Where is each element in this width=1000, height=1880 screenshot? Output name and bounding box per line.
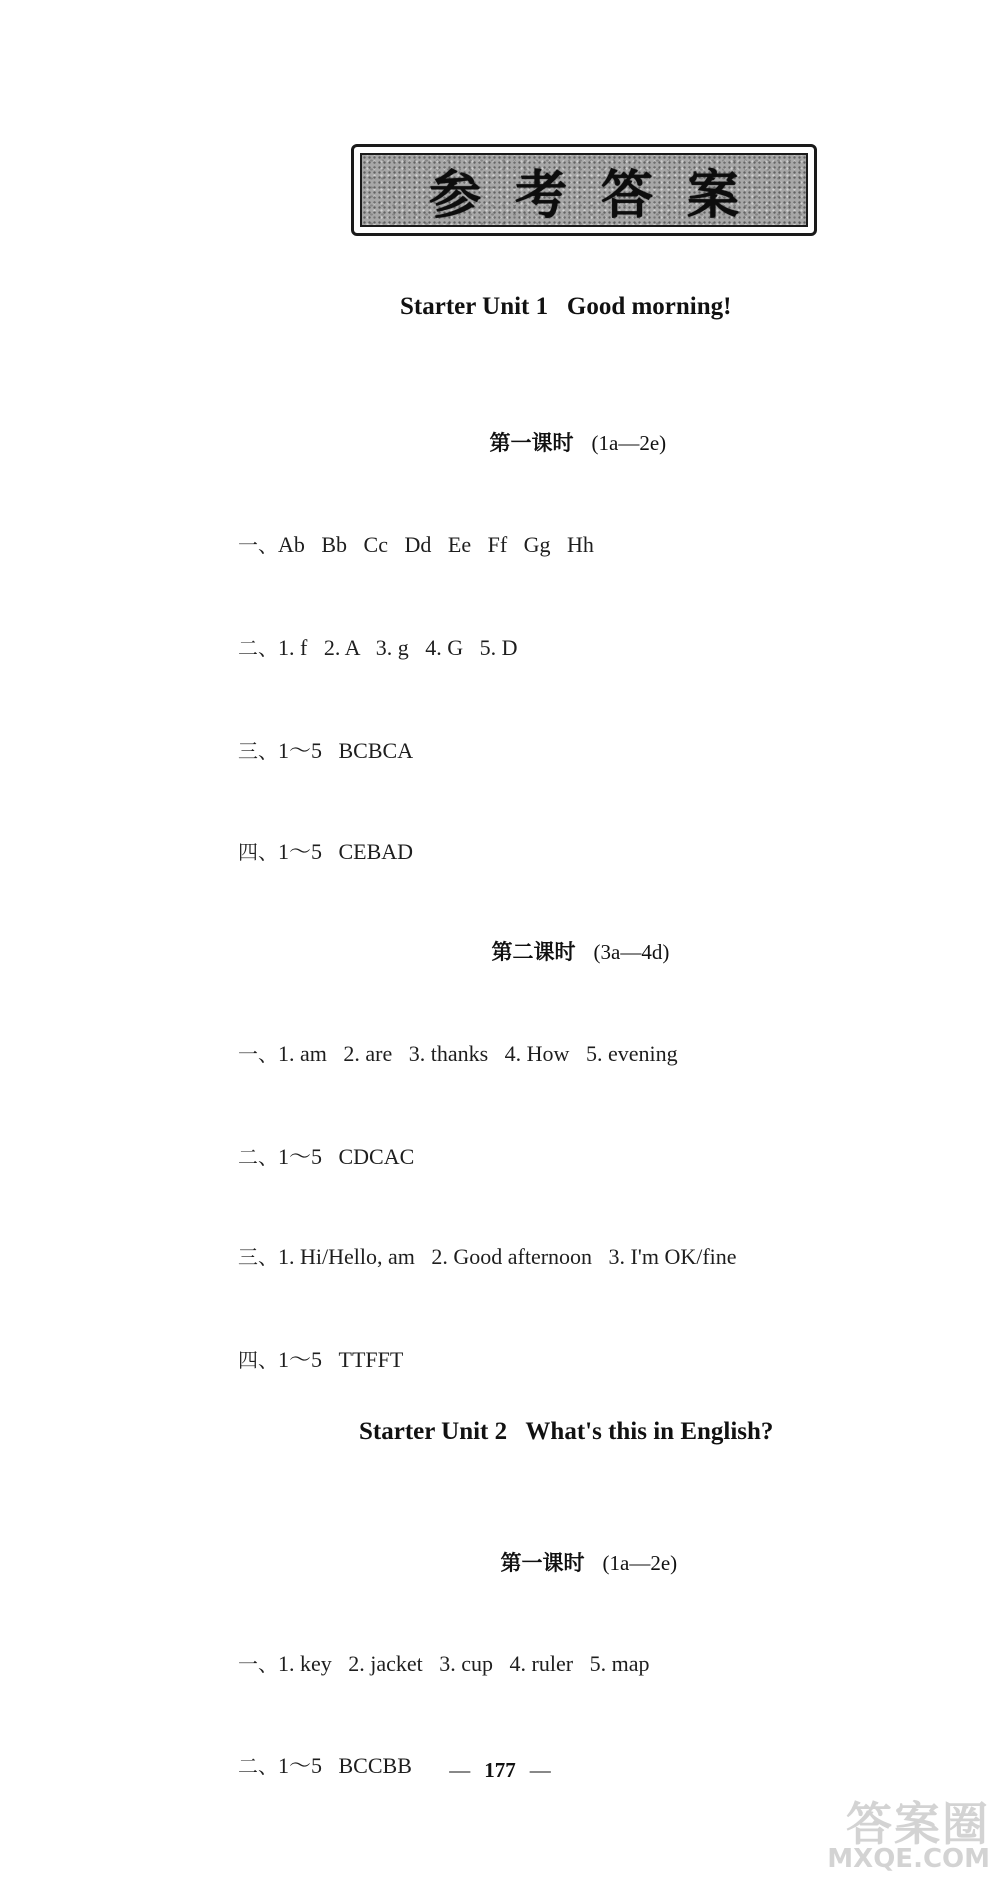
question-number: 三、	[238, 739, 278, 763]
answer-line	[227, 503, 594, 558]
answer-line	[227, 809, 413, 866]
question-number: 二、	[238, 1145, 278, 1169]
answer-line	[227, 1114, 414, 1171]
answer-text: 1～5 BCBCA	[278, 738, 414, 763]
answer-text: Ab Bb Cc Dd Ee Ff Gg Hh	[278, 532, 594, 557]
question-number: 一、	[238, 1652, 278, 1676]
unit-heading: Starter Unit 2 What's this in English?	[359, 1418, 774, 1445]
answer-text: 1. key 2. jacket 3. cup 4. ruler 5. map	[278, 1651, 650, 1676]
lesson-range: (1a—2e)	[602, 1551, 678, 1575]
lesson-label: 第一课时	[500, 1551, 585, 1575]
answer-line	[227, 1012, 678, 1067]
answer-text: 1. am 2. are 3. thanks 4. How 5. evening	[278, 1041, 678, 1066]
title-banner	[360, 153, 808, 227]
answer-text: 1. f 2. A 3. g 4. G 5. D	[278, 635, 518, 660]
answer-text: 1. Hi/Hello, am 2. Good afternoon 3. I'm OK/fine	[278, 1244, 737, 1269]
lesson-label: 第二课时	[491, 940, 576, 964]
answer-line	[227, 1622, 649, 1677]
question-number: 四、	[238, 840, 278, 864]
answer-line	[227, 708, 413, 765]
answer-line	[227, 1215, 737, 1270]
lesson-heading	[479, 402, 666, 457]
question-number: 一、	[238, 1042, 278, 1066]
question-number: 四、	[238, 1348, 278, 1372]
site-watermark	[800, 1784, 996, 1876]
page-number: 177	[484, 1758, 516, 1782]
answer-text: 1～5 BCCBB	[278, 1753, 412, 1778]
lesson-heading	[481, 911, 669, 966]
answer-text: 1～5 TTFFT	[278, 1347, 404, 1372]
lesson-label: 第一课时	[489, 431, 574, 455]
question-number: 二、	[238, 1754, 278, 1778]
watermark-logo-en: MXQE.COM	[827, 1844, 990, 1874]
unit-heading: Starter Unit 1 Good morning!	[400, 293, 732, 320]
lesson-range: (3a—4d)	[593, 940, 670, 964]
watermark-logo-cn: 答案圈	[846, 1797, 990, 1851]
page-number-dash-right: —	[529, 1758, 551, 1782]
page-title: 参考答案	[428, 165, 773, 226]
answer-text: 1～5 CDCAC	[278, 1144, 415, 1169]
answer-text: 1～5 CEBAD	[278, 839, 414, 864]
question-number: 二、	[238, 636, 278, 660]
question-number: 一、	[238, 533, 278, 557]
answer-line	[227, 1317, 403, 1374]
page-number-dash-left: —	[449, 1758, 471, 1782]
page-footer	[0, 1758, 1000, 1783]
lesson-heading	[490, 1522, 677, 1577]
lesson-range: (1a—2e)	[591, 431, 667, 455]
question-number: 三、	[238, 1245, 278, 1269]
answer-key-title-box	[351, 144, 817, 236]
answer-line	[227, 606, 518, 661]
